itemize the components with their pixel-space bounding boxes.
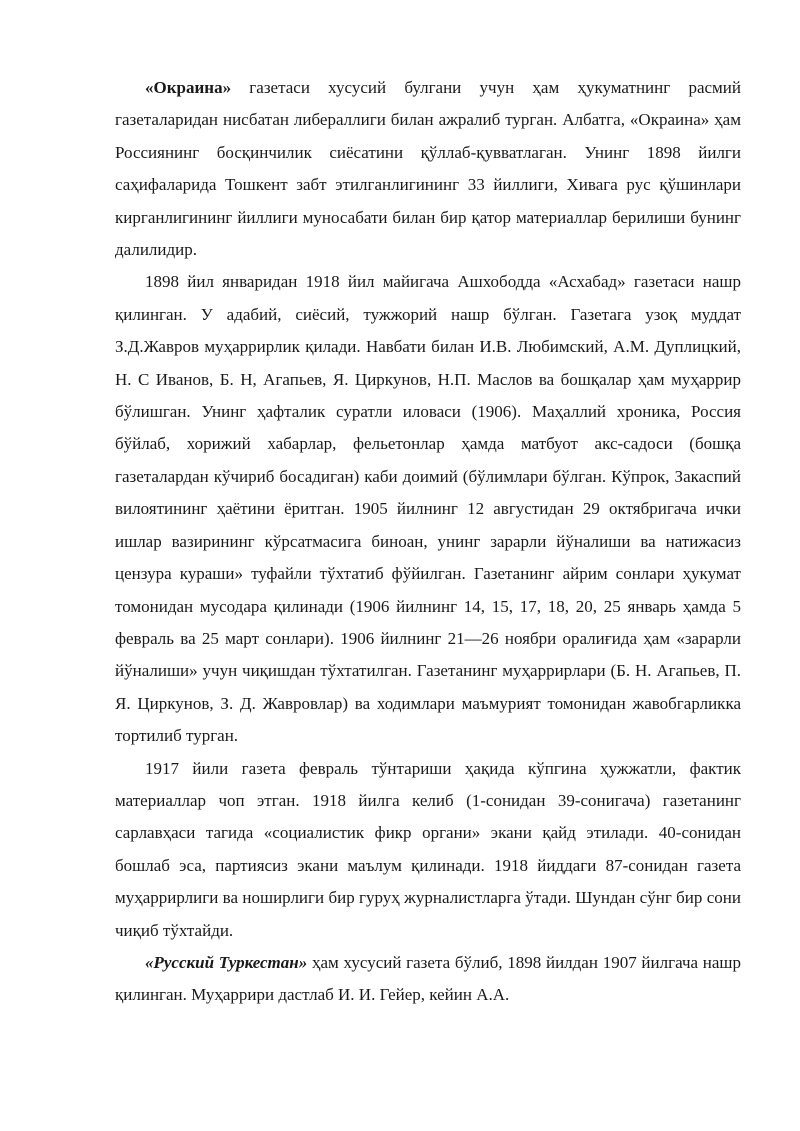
paragraph-okraina	[115, 72, 741, 266]
newspaper-title-okraina: «Окраина»	[145, 78, 232, 97]
paragraph-1917	[115, 753, 741, 947]
paragraph-text: 1917 йили газета февраль тўнтариши ҳақида кўпгина ҳужжатли, фактик материаллар чоп этган. 1918 йилга келиб (1-сонидан 39-сонигача) газетанинг сарлавҳаси тагида «социалистик фикр органи» экани қайд этилади. 40-сонидан бошлаб эса, партиясиз экани маълум қилинади. 1918 йиддаги 87-сонидан газета муҳаррирлиги ва ноширлиги бир гуруҳ журналистларга ўтади. Шундан сўнг бир сони чиқиб тўхтайди.	[115, 758, 741, 940]
paragraph-text: ҳам хусусий газета бўлиб, 1898 йилдан 1907 йилгача нашр қилинган. Муҳаррири дастлаб И. И. Гейер, кейин А.А.	[115, 952, 742, 1005]
newspaper-title-russkiy-turkestan: «Русский Туркестан»	[145, 952, 308, 972]
paragraph-russkiy-turkestan	[115, 947, 741, 1012]
paragraph-askhabad	[115, 266, 741, 752]
paragraph-text: газетаси хусусий булгани учун ҳам ҳукуматнинг расмий газеталаридан нисбатан либераллиги билан ажралиб турган. Албатга, «Окраина» ҳам Россиянинг босқинчилик сиёсатини қўллаб-қувватлаган. Унинг 1898 йилги саҳифаларида Тошкент забт этилганлигининг 33 йиллиги, Хивага рус қўшинлари кирганлигининг йиллиги муносабати билан бир қатор материаллар берилиши бунинг далилидир.	[115, 78, 741, 260]
paragraph-text: 1898 йил январидан 1918 йил майигача Ашхободда «Асхабад» газетаси нашр қилинган. У адабий, сиёсий, тужжорий нашр бўлган. Газетага узоқ муддат З.Д.Жавров муҳаррирлик қилади. Навбати билан И.В. Любимский, А.М. Дуплицкий, Н. С Иванов, Б. Н, Агапьев, Я. Циркунов, Н.П. Маслов ва бошқалар ҳам муҳаррир бўлишган. Унинг ҳафталик суратли иловаси (1906). Маҳаллий хроника, Россия бўйлаб, хорижий хабарлар, фельетонлар ҳамда матбуот акс-садоси (бошқа газеталардан кўчириб босадиган) каби доимий (бўлимлари бўлган. Кўпрок, Закаспий вилоятининг ҳаётини ёритган. 1905 йилнинг 12 августидан 29 октябригача ички ишлар вазирининг кўрсатмасига биноан, унинг зарарли йўналиши ва натижасиз цензура кураши» туфайли тўхтатиб фўйилган. Газетанинг айрим сонлари ҳукумат томонидан мусодара қилинади (1906 йилнинг 14, 15, 17, 18, 20, 25 январь ҳамда 5 февраль ва 25 март сонлари). 1906 йилнинг 21—26 ноябри оралиғида ҳам «зарарли йўналиши» учун чиқишдан тўхтатилган. Газетанинг муҳаррирлари (Б. Н. Агапьев, П. Я. Циркунов, З. Д. Жавровлар) ва ходимлари маъмурият томонидан жавобгарликка тортилиб турган.	[115, 272, 741, 746]
document-page	[115, 72, 741, 1012]
